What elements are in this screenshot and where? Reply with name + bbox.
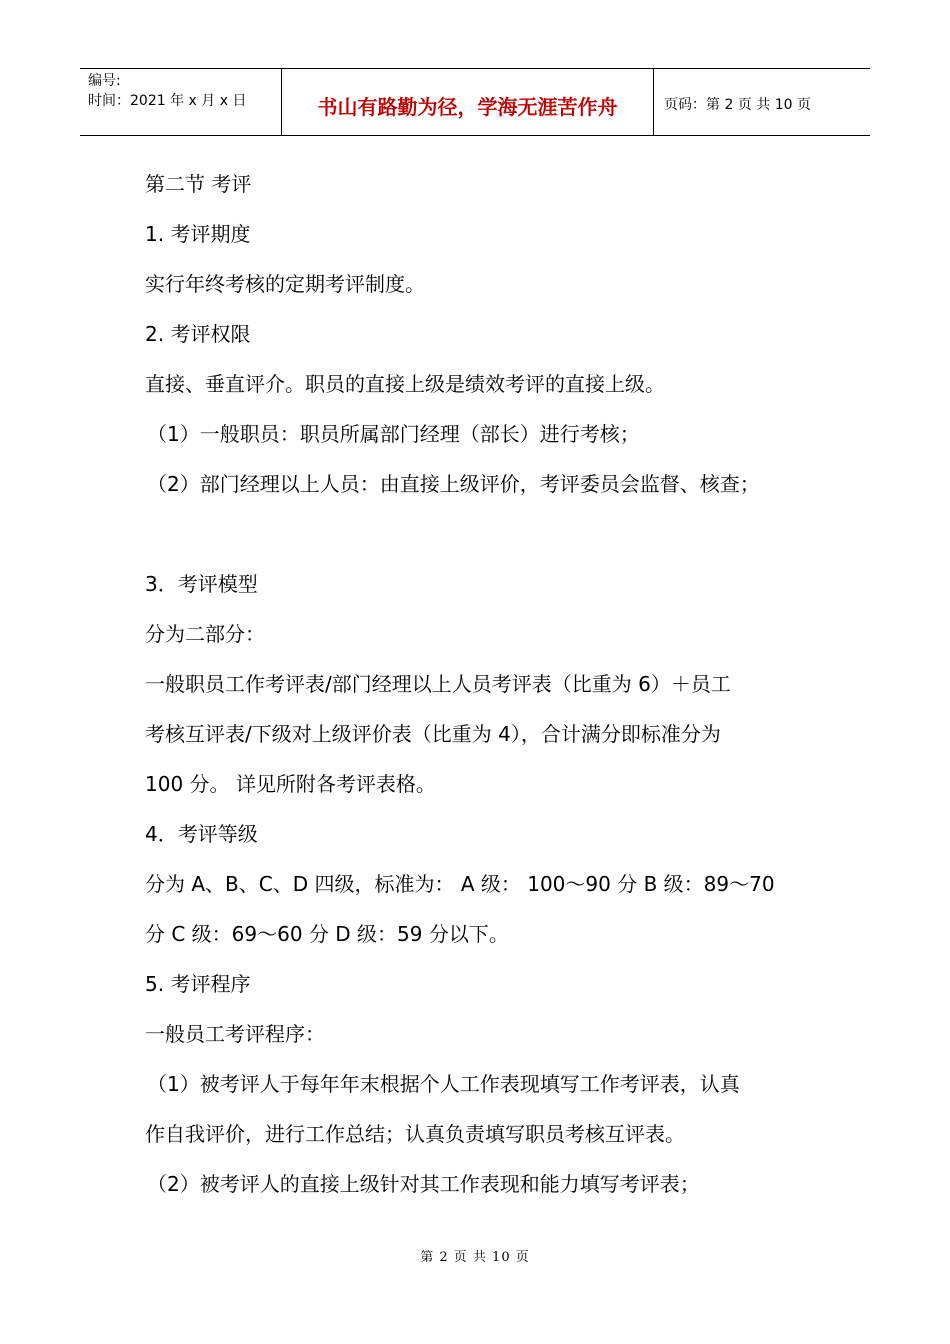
paragraph: 考核互评表/下级对上级评价表（比重为 4），合计满分即标准分为 (145, 722, 721, 746)
subsection-heading: 1. 考评期度 (145, 222, 251, 246)
subsection-heading: 2. 考评权限 (145, 322, 251, 346)
page-footer (0, 1246, 950, 1265)
paragraph: 100 分。 详见所附各考评表格。 (145, 772, 436, 796)
header-motto-cell (282, 69, 654, 135)
header-page-cell (654, 69, 870, 135)
document-number-label: 编号: (88, 73, 121, 89)
subsection-heading: 3．考评模型 (145, 572, 258, 596)
section-heading: 第二节 考评 (145, 172, 252, 196)
paragraph: 分为 A、B、C、D 四级，标准为： A 级： 100～90 分 B 级：89～70 (145, 872, 775, 896)
paragraph: 直接、垂直评介。职员的直接上级是绩效考评的直接上级。 (145, 372, 665, 396)
page-header (80, 68, 870, 136)
subsection-heading: 4．考评等级 (145, 822, 258, 846)
paragraph: 一般职员工作考评表/部门经理以上人员考评表（比重为 6）＋员工 (145, 672, 731, 696)
document-date: 时间：2021 年 x 月 x 日 (88, 93, 247, 109)
paragraph: 实行年终考核的定期考评制度。 (145, 272, 425, 296)
list-item: （1）被考评人于每年年末根据个人工作表现填写工作考评表，认真 (147, 1072, 740, 1096)
subsection-heading: 5. 考评程序 (145, 972, 251, 996)
paragraph: 一般员工考评程序： (145, 1022, 325, 1046)
paragraph: 作自我评价，进行工作总结；认真负责填写职员考核互评表。 (145, 1122, 685, 1146)
header-meta-cell (80, 69, 282, 135)
header-motto: 书山有路勤为径，学海无涯苦作舟 (317, 94, 618, 119)
list-item: （2）被考评人的直接上级针对其工作表现和能力填写考评表； (147, 1172, 700, 1196)
list-item: （2）部门经理以上人员：由直接上级评价，考评委员会监督、核查； (147, 472, 760, 496)
document-body (145, 162, 825, 1212)
paragraph: 分为二部分： (145, 622, 265, 646)
footer-page-number: 第 2 页 共 10 页 (420, 1250, 530, 1265)
header-page-info: 页码：第 2 页 共 10 页 (664, 97, 811, 113)
blank-line (145, 512, 825, 562)
paragraph: 分 C 级：69～60 分 D 级：59 分以下。 (145, 922, 509, 946)
list-item: （1）一般职员：职员所属部门经理（部长）进行考核； (147, 422, 640, 446)
